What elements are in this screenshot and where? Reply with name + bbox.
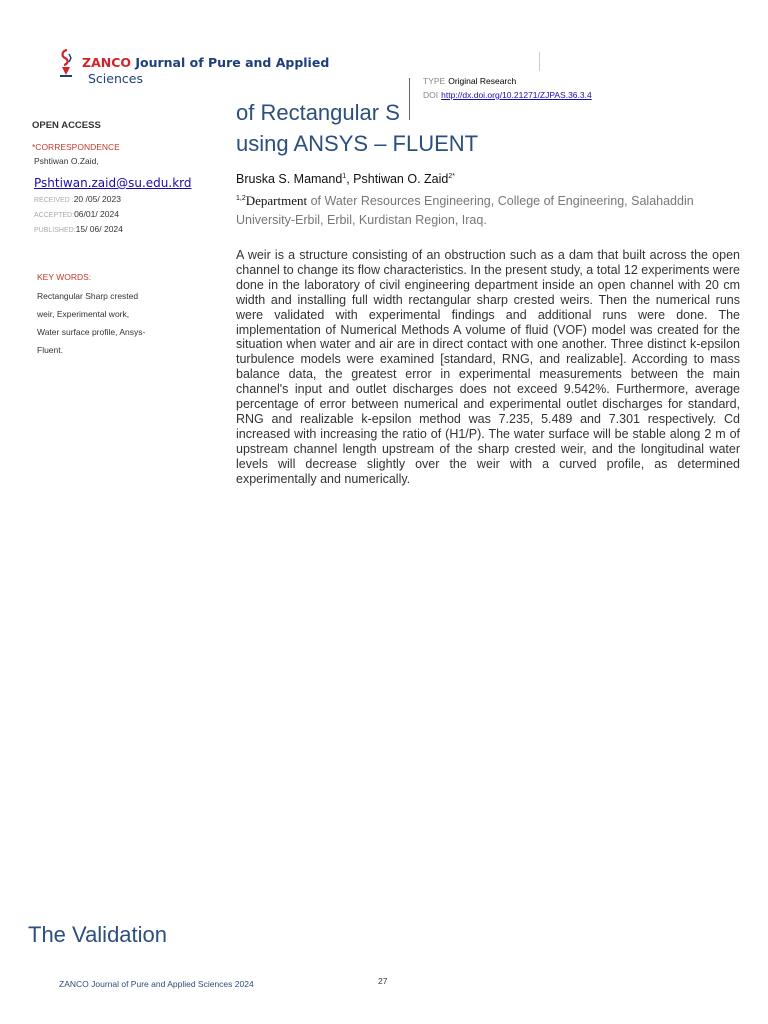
article-doi (423, 90, 592, 100)
page-number: 27 (378, 976, 388, 986)
abstract-text: A weir is a structure consisting of an obstruction such as a dam that built across the open channel to change its flow characteristics. In the present study, a total 12 experiments were done in the laboratory of civil engineering department inside an open channel with 20 cm width and installing full width rectangular sharp crested weirs. Then the numerical runs were validated with experimental findings and additional runs were done. The implementation of Numerical Methods A volume of fluid (VOF) model was created for the situation when water and air are in direct contact with one another. Three distinct k-epsilon turbulence models were examined [standard, RNG, and realizable]. According to mass balance data, the greatest error in experimental measurements between the main channel's input and outlet discharges does not exceed 9.542%. Furthermore, average percentage of error between numerical and experimental outlet discharges for standard, RNG and realizable k-epsilon method was 7.235, 5.489 and 7.301 respectively. Cd increased with increasing the ratio of (H1/P). The water surface will be stable along 2 m of upstream channel length upstream of the sharp crested weir, and the longitudinal water levels will decrease slightly over the weir with a curved profile, as determined experimentally and numerically. (236, 248, 740, 486)
accepted-value: 06/01/ 2024 (74, 209, 119, 219)
journal-name-rest: Journal of Pure and Applied (135, 55, 330, 70)
author-1: Bruska S. Mamand (236, 172, 343, 186)
date-accepted (34, 209, 119, 219)
doi-key: DOI (423, 90, 439, 100)
zanco-logo-icon (58, 48, 74, 78)
affiliation-sup: 1,2 (236, 195, 246, 202)
author-2: Pshtiwan O. Zaid (353, 172, 449, 186)
keywords-line: Water surface profile, Ansys- (37, 327, 146, 337)
accepted-key: ACCEPTED: (34, 212, 75, 219)
published-value: 15/ 06/ 2024 (75, 224, 123, 234)
doi-link[interactable]: http://dx.doi.org/10.21271/ZJPAS.36.3.4 (441, 90, 592, 100)
affiliation-dept: Department (245, 193, 308, 209)
author-separator: , (346, 172, 354, 186)
journal-brand: ZANCO (82, 55, 131, 70)
keywords-title: KEY WORDS: (37, 272, 92, 282)
journal-name (82, 55, 329, 70)
keywords-line: weir, Experimental work, (37, 309, 130, 319)
affiliation-rest: of Water Resources Engineering, College of Engineering, Salahaddin University-Erbil, Erbil, Kurdistan Region, Iraq. (236, 194, 694, 228)
section-heading: The Validation (28, 922, 168, 947)
keywords-line: Fluent. (37, 345, 63, 355)
keywords-line: Rectangular Sharp crested (37, 291, 139, 301)
correspondence-label: *CORRESPONDENCE (32, 142, 120, 152)
author-list (236, 172, 455, 186)
correspondence-email-link[interactable]: Pshtiwan.zaid@su.edu.krd (34, 176, 192, 190)
footer-journal-name: ZANCO Journal of Pure and Applied Sciences 2024 (59, 979, 254, 989)
open-access-label: OPEN ACCESS (32, 120, 101, 131)
article-type-key: TYPE (423, 76, 446, 86)
received-key: RECEIVED : (34, 197, 74, 204)
author-1-affil: 1 (342, 172, 347, 180)
received-value: 20 /05/ 2023 (73, 194, 121, 204)
keywords-list (37, 287, 167, 359)
article-type (423, 76, 516, 86)
date-received (34, 194, 121, 204)
correspondence-name: Pshtiwan O.Zaid, (34, 156, 99, 166)
meta-divider (409, 78, 410, 120)
date-published (34, 224, 123, 234)
affiliation (236, 189, 744, 230)
journal-name-overflow: Sciences (88, 71, 143, 86)
published-key: PUBLISHED: (34, 227, 76, 234)
article-title-line-2: using ANSYS – FLUENT (236, 131, 479, 156)
header-divider (539, 52, 540, 71)
article-type-value: Original Research (448, 76, 517, 86)
author-2-affil: 2* (448, 172, 455, 180)
article-title-line-1: of Rectangular S (236, 100, 400, 125)
